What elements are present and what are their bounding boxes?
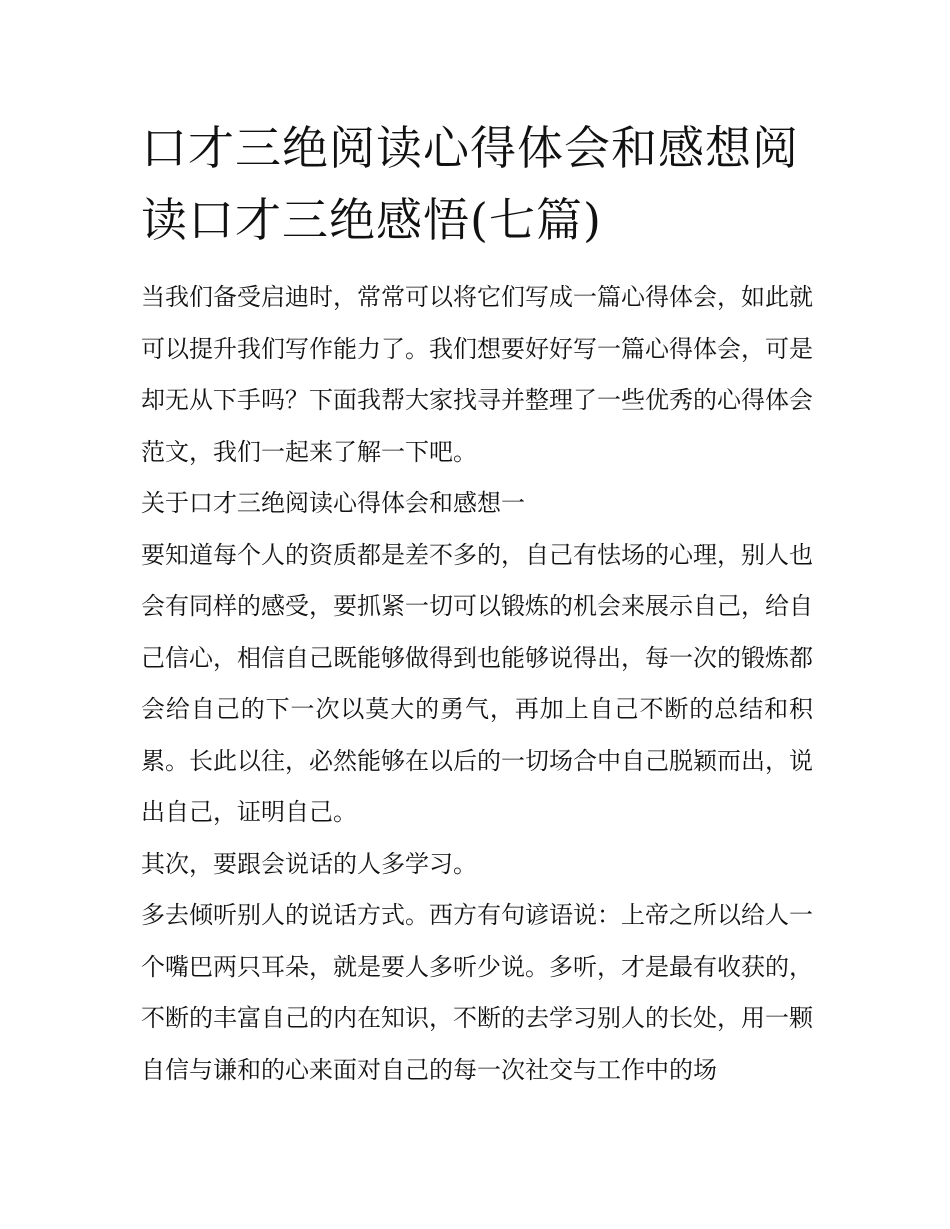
intro-paragraph: 当我们备受启迪时，常常可以将它们写成一篇心得体会，如此就可以提升我们写作能力了。我们想要好好写一篇心得体会，可是却无从下手吗？下面我帮大家找寻并整理了一些优秀的心得体会范文，我们一起来了解一下吧。 (141, 283, 813, 466)
body-paragraph: 其次，要跟会说话的人多学习。 (141, 849, 477, 878)
section-heading: 关于口才三绝阅读心得体会和感想一 (141, 489, 525, 517)
document-title: 口才三绝阅读心得体会和感想阅读口才三绝感悟(七篇) (141, 121, 799, 247)
body-paragraph: 多去倾听别人的说话方式。西方有句谚语说：上帝之所以给人一个嘴巴两只耳朵，就是要人多听少说。多听，才是最有收获的，不断的丰富自己的内在知识，不断的去学习别人的长处，用一颗自信与谦和的心来面对自己的每一次社交与工作中的场 (141, 901, 813, 1084)
body-paragraph: 要知道每个人的资质都是差不多的，自己有怯场的心理，别人也会有同样的感受，要抓紧一切可以锻炼的机会来展示自己，给自己信心，相信自己既能够做得到也能够说得出，每一次的锻炼都会给自己的下一次以莫大的勇气，再加上自己不断的总结和积累。长此以往，必然能够在以后的一切场合中自己脱颖而出，说出自己，证明自己。 (141, 540, 813, 826)
document-page (141, 112, 813, 1096)
